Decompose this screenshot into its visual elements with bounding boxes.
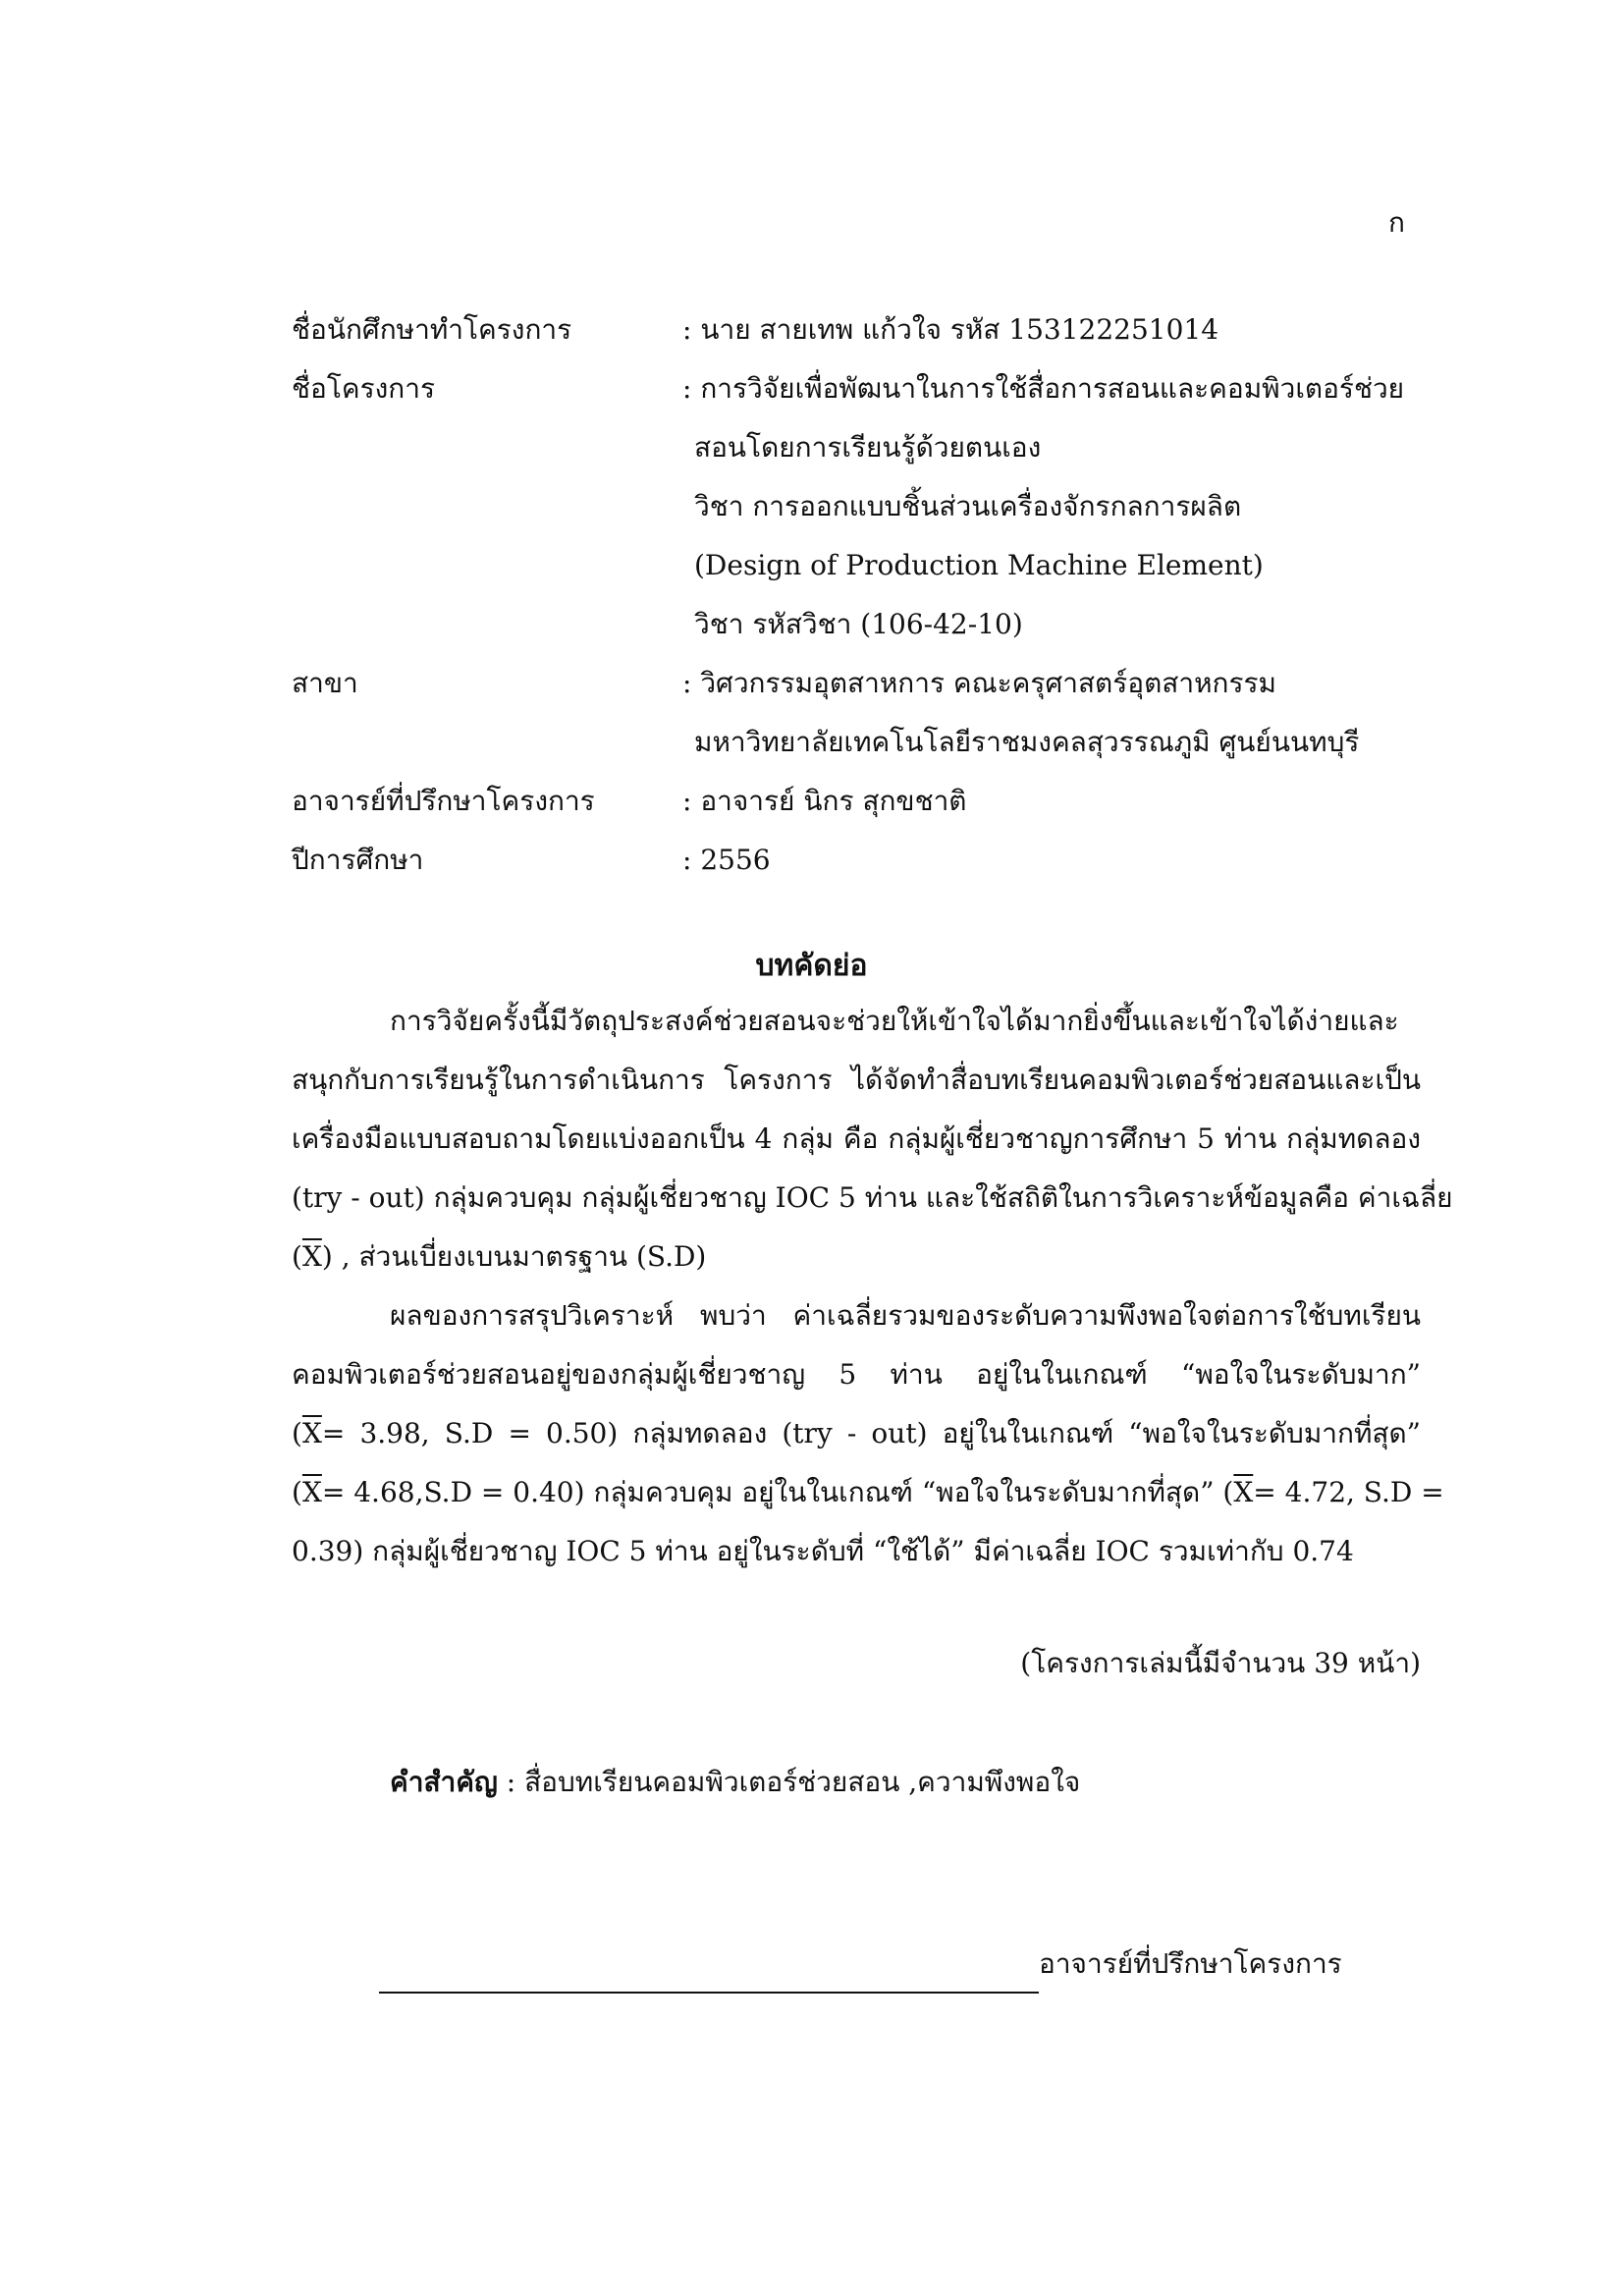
mean-symbol: $\overline{X}$ (301, 1476, 322, 1508)
info-row-project-cont (292, 536, 1421, 595)
info-label: ชื่อนักศึกษาทำโครงการ (292, 313, 572, 346)
info-label: สาขา (292, 667, 358, 699)
info-row-project-cont (292, 477, 1421, 536)
signature-label: อาจารย์ที่ปรึกษาโครงการ (1039, 1947, 1342, 1980)
paragraph-line: สนุกกับการเรียนรู้ในการดำเนินการ โครงการ ได้จัดทำสื่อบทเรียนคอมพิวเตอร์ช่วยสอนและเป็น (292, 1064, 1421, 1096)
project-info (292, 301, 1421, 890)
info-row-project-cont (292, 595, 1421, 654)
signature-line (379, 1952, 1039, 1994)
keywords-label: คำสำคัญ (390, 1766, 498, 1798)
info-value: : นาย สายเทพ แก้วใจ รหัส 153122251014 (682, 313, 1219, 346)
info-value: วิชา การออกแบบชิ้นส่วนเครื่องจักรกลการผลิต (694, 490, 1242, 522)
info-label: ปีการศึกษา (292, 844, 424, 876)
paragraph-line: เครื่องมือแบบสอบถามโดยแบ่งออกเป็น 4 กลุ่ม คือ กลุ่มผู้เชี่ยวชาญการศึกษา 5 ท่าน กลุ่มทดลอง (292, 1122, 1421, 1155)
info-label: อาจารย์ที่ปรึกษาโครงการ (292, 785, 595, 817)
abstract-paragraph-2 (292, 1286, 1444, 1581)
info-label: ชื่อโครงการ (292, 372, 436, 405)
info-row-department (292, 654, 1421, 713)
info-row-department-cont (292, 713, 1421, 772)
keywords (390, 1753, 1080, 1812)
info-value: : การวิจัยเพื่อพัฒนาในการใช้สื่อการสอนและคอมพิวเตอร์ช่วย (682, 372, 1405, 405)
info-value: : 2556 (682, 844, 771, 876)
info-row-project-cont (292, 418, 1421, 477)
info-row-student (292, 301, 1421, 359)
paragraph-line: คอมพิวเตอร์ช่วยสอนอยู่ของกลุ่มผู้เชี่ยวชาญ 5 ท่าน อยู่ในในเกณฑ์ “พอใจในระดับมาก” (292, 1358, 1421, 1391)
paragraph-line: การวิจัยครั้งนี้มีวัตถุประสงค์ช่วยสอนจะช่วยให้เข้าใจได้มากยิ่งขึ้นและเข้าใจได้ง่ายและ (390, 1005, 1399, 1037)
info-row-project (292, 359, 1421, 418)
info-row-year (292, 831, 1421, 890)
page-number: ก (1388, 206, 1405, 239)
abstract-paragraph-1 (292, 992, 1453, 1286)
abstract-title: บทคัดย่อ (755, 949, 868, 983)
paragraph-line: ($\overline{X}= 3.98$, S.D = 0.50) กลุ่มทดลอง (try - out) อยู่ในในเกณฑ์ “พอใจในระดับมากที่สุด” (292, 1417, 1421, 1449)
mean-symbol: $\overline{X}$ (1233, 1476, 1254, 1508)
paragraph-line: $(\overline{X}= 4.68,S.D = 0.40)$ กลุ่มควบคุม อยู่ในในเกณฑ์ “พอใจในระดับมากที่สุด” ($\overline{X}= 4.72$, S.D = (292, 1476, 1444, 1508)
info-value: สอนโดยการเรียนรู้ด้วยตนเอง (694, 431, 1042, 464)
info-value: : วิศวกรรมอุตสาหการ คณะครุศาสตร์อุตสาหกรรม (682, 667, 1277, 699)
info-value: (Design of Production Machine Element) (694, 549, 1264, 581)
info-value: วิชา รหัสวิชา (106-42-10) (694, 608, 1023, 640)
mean-symbol: $\overline{X}$ (301, 1240, 322, 1273)
mean-symbol: $\overline{X}$ (301, 1417, 322, 1449)
info-row-advisor (292, 772, 1421, 831)
pages-note: (โครงการเล่มนี้มีจำนวน 39 หน้า) (1020, 1647, 1421, 1679)
info-value: มหาวิทยาลัยเทคโนโลยีราชมงคลสุวรรณภูมิ ศูนย์นนทบุรี (694, 726, 1360, 758)
paragraph-line: $(\overline{X})$ , ส่วนเบี่ยงเบนมาตรฐาน (S.D) (292, 1240, 707, 1273)
info-value: : อาจารย์ นิกร สุกขชาติ (682, 785, 967, 817)
paragraph-line: 0.39) กลุ่มผู้เชี่ยวชาญ IOC 5 ท่าน อยู่ในระดับที่ “ใช้ได้” มีค่าเฉลี่ย IOC รวมเท่ากับ 0.74 (292, 1535, 1354, 1567)
paragraph-line: (try - out) กลุ่มควบคุม กลุ่มผู้เชี่ยวชาญ IOC 5 ท่าน และใช้สถิติในการวิเคราะห์ข้อมูลคือ ค่าเฉลี่ย (292, 1181, 1453, 1214)
paragraph-line: ผลของการสรุปวิเคราะห์ พบว่า ค่าเฉลี่ยรวมของระดับความพึงพอใจต่อการใช้บทเรียน (390, 1299, 1421, 1332)
keywords-value: : สื่อบทเรียนคอมพิวเตอร์ช่วยสอน ,ความพึงพอใจ (497, 1766, 1081, 1798)
signature-block (379, 1935, 1342, 1994)
